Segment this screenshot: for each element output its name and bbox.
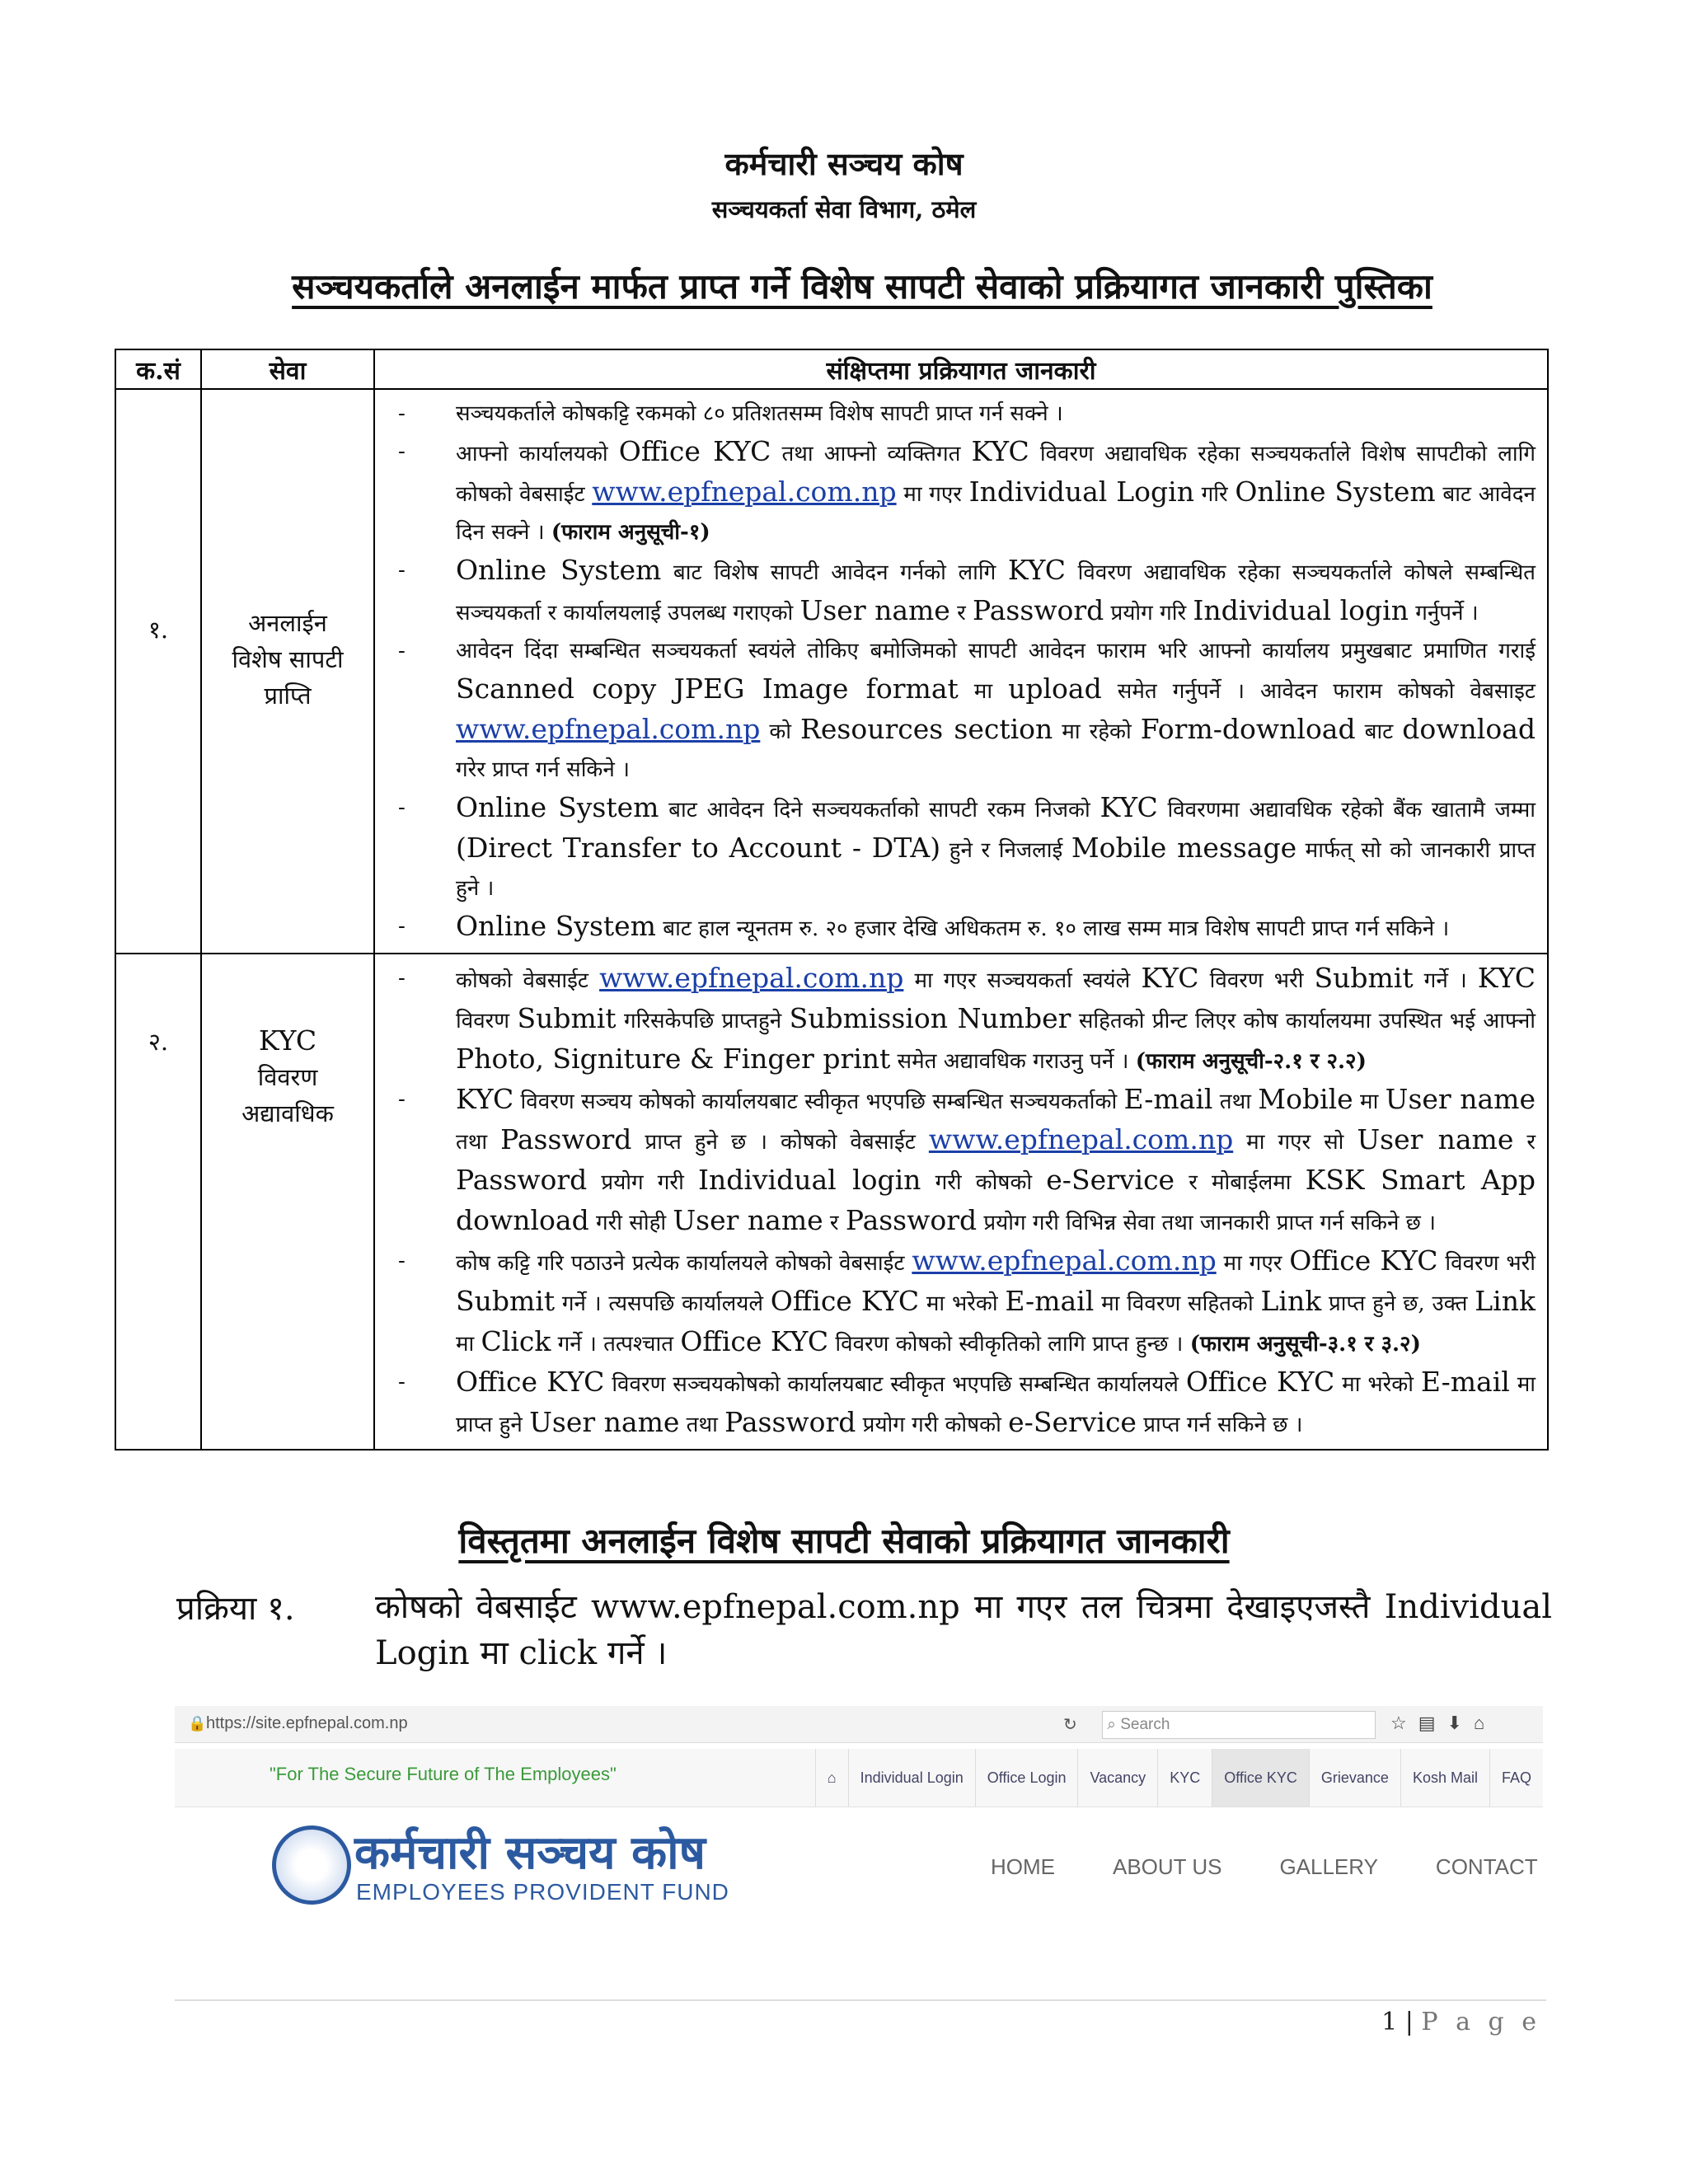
latin-term: Mobile message (1071, 832, 1297, 864)
page-number: 1 | P a g e (1381, 2008, 1541, 2036)
latin-term: Online System (456, 791, 659, 823)
text-segment: मा भरेको (1334, 1372, 1421, 1397)
website-link[interactable]: www.epfnepal.com.np (599, 962, 904, 994)
latin-term: Online System (1235, 476, 1436, 508)
text-segment: मा रहेको (1053, 719, 1141, 744)
text-segment: तथा (1212, 1090, 1259, 1114)
logo-text-nepali: कर्मचारी सञ्चय कोष (354, 1826, 706, 1880)
row-sn-text: १. (148, 616, 169, 644)
top-link-office-kyc[interactable]: Office KYC (1212, 1749, 1309, 1807)
service-line: प्राप्ति (264, 682, 312, 710)
list-item-text (456, 907, 1536, 948)
text-segment: आफ्नो कार्यालयको (456, 442, 619, 466)
text-segment: विवरण अद्यावधिक रहेका सञ्चयकर्ताले विशेष सापटीको लागि कोषको वेबसाईट (456, 442, 1536, 507)
text-segment: विवरण अद्यावधिक रहेका सञ्चयकर्ताले कोषले सम्बन्धित सञ्चयकर्ता र कार्यालयलाई उपलब्ध गराएको (456, 560, 1536, 626)
latin-term: Office KYC (680, 1325, 829, 1357)
browser-tool-icons[interactable]: ☆▤⬇⌂ (1390, 1713, 1497, 1733)
nav-about-us[interactable]: ABOUT US (1113, 1854, 1222, 1879)
latin-term: Submit (517, 1002, 617, 1034)
form-reference: (फाराम अनुसूची-१) (551, 520, 710, 545)
bullet-dash: - (398, 401, 406, 426)
text-segment: गर्ने । (1413, 968, 1478, 993)
text-segment: मार्फत् सो को जानकारी प्राप्त हुने । (456, 838, 1536, 901)
latin-term: E-mail (1123, 1083, 1213, 1115)
latin-term: Individual login (1193, 594, 1409, 626)
text-segment: गरी कोषको (921, 1170, 1047, 1195)
text-segment: सहितको प्रीन्ट लिएर कोष कार्यालयमा उपस्थित भई आफ्नो (1071, 1009, 1536, 1033)
text-segment: मा गएर सञ्चयकर्ता स्वयंले (903, 968, 1142, 993)
table-header-row (115, 349, 1548, 389)
document-title: सञ्चयकर्ताले अनलाईन मार्फत प्राप्त गर्ने विशेष सापटी सेवाको प्रक्रियागत जानकारी पुस्तिका (292, 266, 1432, 307)
text-segment: मा (456, 1332, 481, 1357)
col-header-service: सेवा (201, 349, 374, 389)
lock-icon: 🔒 (188, 1715, 207, 1732)
latin-term: Online System (456, 554, 662, 586)
text-segment: तथा आफ्नो व्यक्तिगत (771, 442, 972, 466)
latin-term: Link (1475, 1285, 1536, 1317)
latin-term: Online System (456, 910, 656, 942)
text-segment: कोषको वेबसाईट (456, 968, 600, 993)
text-segment: गरिसकेपछि प्राप्तहुने (616, 1009, 790, 1033)
step-label: प्रक्रिया १. (176, 1590, 295, 1628)
latin-term: Photo, Signiture & Finger print (456, 1043, 891, 1075)
row-details (374, 954, 1548, 1450)
step-text: कोषको वेबसाईट www.epfnepal.com.np मा गएर तल चित्रमा देखाइएजस्तै Individual Login मा click गर्ने । (375, 1588, 1552, 1672)
row-sn-text: २. (148, 1028, 169, 1056)
col-header-sn: क.सं (115, 349, 201, 389)
row-sn (115, 389, 201, 954)
logo-text-english: EMPLOYEES PROVIDENT FUND (356, 1879, 729, 1905)
text-segment: प्रयोग गरि (1104, 601, 1193, 626)
page-number-value: 1 (1381, 2008, 1398, 2036)
website-link[interactable]: www.epfnepal.com.np (592, 476, 897, 508)
latin-term: User name (673, 1204, 823, 1236)
latin-term: Password (724, 1406, 856, 1438)
text-segment: र (1513, 1130, 1536, 1155)
latin-term: Office KYC (618, 435, 771, 467)
latin-term: Submission Number (789, 1002, 1071, 1034)
latin-term: Individual Login (968, 476, 1194, 508)
text-segment: समेत अद्यावधिक गराउनु पर्ने । (890, 1049, 1136, 1074)
list-item-text (456, 789, 1536, 907)
table-row (115, 954, 1548, 1450)
latin-term: KYC (1007, 554, 1067, 586)
latin-term: Password (845, 1204, 978, 1236)
text-segment: समेत गर्नुपर्ने । आवेदन फाराम कोषको वेबसाइट (1101, 679, 1536, 704)
latin-term: Password (500, 1123, 632, 1155)
bullet-dash: - (398, 795, 406, 820)
latin-term: KYC (1141, 962, 1199, 994)
footer-divider (175, 1999, 1546, 2001)
text-segment: विवरण भरी (1198, 968, 1315, 993)
list-item (382, 395, 1536, 433)
top-link-kosh-mail[interactable]: Kosh Mail (1400, 1749, 1489, 1807)
latin-term: E-mail (1005, 1285, 1095, 1317)
top-link-office-login[interactable]: Office Login (975, 1749, 1078, 1807)
nav-gallery[interactable]: GALLERY (1279, 1854, 1378, 1879)
text-segment: गरेर प्राप्त गर्न सकिने । (456, 757, 630, 782)
text-segment: गरि (1193, 482, 1236, 507)
nav-contact[interactable]: CONTACT (1435, 1854, 1538, 1879)
latin-term: Office KYC (1289, 1244, 1438, 1277)
latin-term: E-mail (1420, 1366, 1510, 1398)
text-segment: विवरण (456, 1009, 518, 1033)
text-segment: तथा (679, 1413, 725, 1437)
text-segment: प्रयोग गरी (587, 1170, 698, 1195)
address-bar-url[interactable]: https://site.epfnepal.com.np (206, 1714, 408, 1732)
text-segment: बाट हाल न्यूनतम रु. २० हजार देखि अधिकतम रु. १० लाख सम्म मात्र विशेष सापटी प्राप्त गर्न सकिने । (655, 916, 1450, 941)
text-segment: हुने र निजलाई (940, 838, 1071, 863)
text-segment: मा भरेको (919, 1291, 1006, 1316)
text-segment: गर्नुपर्ने । (1408, 601, 1479, 626)
browser-toolbar (175, 1706, 1543, 1743)
search-placeholder: Search (1120, 1716, 1170, 1733)
text-segment: मा गएर (1216, 1251, 1290, 1276)
bullet-dash: - (398, 639, 406, 663)
latin-term: Office KYC (1185, 1366, 1335, 1398)
latin-term: Office KYC (456, 1366, 605, 1398)
website-screenshot (175, 1706, 1543, 1974)
text-segment: र मोबाईलमा (1175, 1170, 1306, 1195)
form-reference: (फाराम अनुसूची-२.१ र २.२) (1135, 1049, 1367, 1074)
row-service (201, 954, 374, 1450)
list-item (382, 1363, 1536, 1444)
text-segment: तथा (456, 1130, 501, 1155)
list-item (382, 1242, 1536, 1363)
latin-term: Office KYC (770, 1285, 920, 1317)
text-segment: मा (958, 679, 1009, 704)
latin-term: KYC (1477, 962, 1536, 994)
text-segment: को (760, 719, 801, 744)
text-segment: गरी सोही (588, 1211, 673, 1235)
main-nav (991, 1854, 1538, 1880)
list-item-text (456, 395, 1536, 433)
latin-term: Submit (1314, 962, 1414, 994)
bullet-dash: - (398, 966, 406, 991)
bullet-dash: - (398, 1249, 406, 1273)
list-item (382, 959, 1536, 1080)
latin-term: Click (481, 1325, 551, 1357)
text-segment: गर्ने । त्यसपछि कार्यालयले (555, 1291, 771, 1316)
latin-term: Mobile (1258, 1083, 1353, 1115)
list-item (382, 632, 1536, 789)
organization-name: कर्मचारी सञ्चय कोष (724, 145, 964, 182)
list-item-text (456, 1080, 1536, 1242)
text-segment: विवरण सञ्चय कोषको कार्यालयबाट स्वीकृत भएपछि सम्बन्धित सञ्चयकर्ताको (513, 1090, 1124, 1114)
text-segment: बाट (1355, 719, 1403, 744)
website-link[interactable]: www.epfnepal.com.np (456, 713, 761, 745)
text-segment: र (950, 601, 973, 626)
latin-term: KYC (456, 1083, 514, 1115)
browser-search-box[interactable] (1102, 1711, 1376, 1739)
list-item (382, 433, 1536, 551)
search-icon: ⌕ (1103, 1716, 1121, 1733)
table-row (115, 389, 1548, 954)
col-header-details: संक्षिप्तमा प्रक्रियागत जानकारी (374, 349, 1548, 389)
latin-term: download (456, 1204, 589, 1236)
top-link-grievance[interactable]: Grievance (1309, 1749, 1400, 1807)
latin-term: User name (529, 1406, 680, 1438)
top-link-faq[interactable]: FAQ (1489, 1749, 1543, 1807)
service-line: विशेष सापटी (232, 645, 344, 673)
list-item-text (456, 632, 1536, 789)
latin-term: User name (799, 594, 950, 626)
text-segment: प्राप्त हुने छ, उक्त (1321, 1291, 1475, 1316)
row-details (374, 389, 1548, 954)
bullet-dash: - (398, 914, 406, 939)
latin-term: KYC (971, 435, 1029, 467)
nav-home[interactable]: HOME (991, 1854, 1055, 1879)
bullet-dash: - (398, 1370, 406, 1394)
top-link-bar (175, 1749, 1543, 1807)
website-link[interactable]: www.epfnepal.com.np (912, 1244, 1217, 1277)
latin-term: User name (1357, 1123, 1514, 1155)
text-segment: विवरण कोषको स्वीकृतिको लागि प्राप्त हुन्छ । (828, 1332, 1190, 1357)
text-segment: आवेदन दिंदा सम्बन्धित सञ्चयकर्ता स्वयंले तोकिए बमोजिमको सापटी आवेदन फाराम भरि आफ्नो कार्यालय प्रमुखबाट प्रमाणित गराई (456, 639, 1536, 663)
bullet-dash: - (398, 439, 406, 464)
service-line: KYC (258, 1024, 317, 1057)
list-item-text (456, 1363, 1536, 1444)
service-line: अनलाईन (248, 609, 327, 637)
latin-term: Password (973, 594, 1104, 626)
service-table (115, 349, 1549, 1451)
top-link-vacancy[interactable]: Vacancy (1077, 1749, 1157, 1807)
text-segment: बाट विशेष सापटी आवेदन गर्नको लागि (661, 560, 1008, 585)
list-item (382, 907, 1536, 948)
text-segment: मा गएर सो (1233, 1130, 1357, 1155)
latin-term: Link (1260, 1285, 1322, 1317)
text-segment: प्रयोग गरी विभिन्न सेवा तथा जानकारी प्राप्त गर्न सकिने छ । (977, 1211, 1436, 1235)
latin-term: KSK Smart App (1305, 1164, 1536, 1196)
latin-term: upload (1008, 673, 1102, 705)
row-service (201, 389, 374, 954)
latin-term: Individual login (697, 1164, 921, 1196)
form-reference: (फाराम अनुसूची-३.१ र ३.२) (1189, 1332, 1421, 1357)
page-label: P a g e (1421, 2008, 1541, 2036)
list-item (382, 1080, 1536, 1242)
list-item-text (456, 551, 1536, 632)
latin-term: e-Service (1008, 1406, 1137, 1438)
website-link[interactable]: www.epfnepal.com.np (928, 1123, 1234, 1155)
bullet-dash: - (398, 558, 406, 583)
text-segment: कोष कट्टि गरि पठाउने प्रत्येक कार्यालयले कोषको वेबसाईट (456, 1251, 912, 1276)
latin-term: download (1402, 713, 1536, 745)
latin-term: Form-download (1140, 713, 1356, 745)
text-segment: र (823, 1211, 846, 1235)
latin-term: e-Service (1046, 1164, 1175, 1196)
top-links (815, 1749, 1543, 1807)
text-segment: मा (1353, 1090, 1386, 1114)
service-line: विवरण (257, 1063, 318, 1091)
text-segment: विवरणमा अद्यावधिक रहेको बैंक खातामै जम्मा (1157, 798, 1536, 823)
row-sn (115, 954, 201, 1450)
text-segment: बाट आवेदन दिने सञ्चयकर्ताको सापटी रकम निजको (659, 798, 1100, 823)
text-segment: बाट आवेदन दिन सक्ने । (456, 482, 1536, 545)
latin-term: Password (456, 1164, 588, 1196)
list-item-text (456, 433, 1536, 551)
text-segment: विवरण सञ्चयकोषको कार्यालयबाट स्वीकृत भएपछि सम्बन्धित कार्यालयले (604, 1372, 1186, 1397)
site-slogan: "For The Secure Future of The Employees" (270, 1764, 617, 1784)
text-segment: सञ्चयकर्ताले कोषकट्टि रकमको ८० प्रतिशतसम्म विशेष सापटी प्राप्त गर्न सक्ने । (456, 401, 1063, 426)
epf-seal-logo (272, 1825, 351, 1905)
reload-icon[interactable]: ↻ (1063, 1716, 1077, 1734)
text-segment: मा विवरण सहितको (1094, 1291, 1261, 1316)
latin-term: Resources section (800, 713, 1053, 745)
list-item-text (456, 1242, 1536, 1363)
latin-term: KYC (1100, 791, 1158, 823)
latin-term: Scanned copy JPEG Image format (456, 673, 959, 705)
bullet-dash: - (398, 1087, 406, 1112)
top-link-kyc[interactable]: KYC (1157, 1749, 1212, 1807)
latin-term: (Direct Transfer to Account - DTA) (456, 832, 941, 864)
list-item (382, 789, 1536, 907)
text-segment: विवरण भरी (1437, 1251, 1536, 1276)
list-item (382, 551, 1536, 632)
service-line: अद्यावधिक (241, 1099, 334, 1127)
text-segment: प्रयोग गरी कोषको (856, 1413, 1009, 1437)
detail-heading: विस्तृतमा अनलाईन विशेष सापटी सेवाको प्रक्रियागत जानकारी (458, 1521, 1230, 1561)
text-segment: गर्ने । तत्पश्चात (551, 1332, 681, 1357)
home-icon[interactable]: ⌂ (815, 1749, 848, 1807)
latin-term: Submit (456, 1285, 556, 1317)
text-segment: मा प्राप्त हुने (456, 1372, 1536, 1437)
list-item-text (456, 959, 1536, 1080)
latin-term: User name (1385, 1083, 1536, 1115)
text-segment: प्राप्त हुने छ । कोषको वेबसाईट (631, 1130, 929, 1155)
department-name: सञ्चयकर्ता सेवा विभाग, ठमेल (711, 195, 977, 223)
top-link-individual-login[interactable]: Individual Login (848, 1749, 975, 1807)
text-segment: मा गएर (896, 482, 969, 507)
text-segment: प्राप्त गर्न सकिने छ । (1136, 1413, 1303, 1437)
